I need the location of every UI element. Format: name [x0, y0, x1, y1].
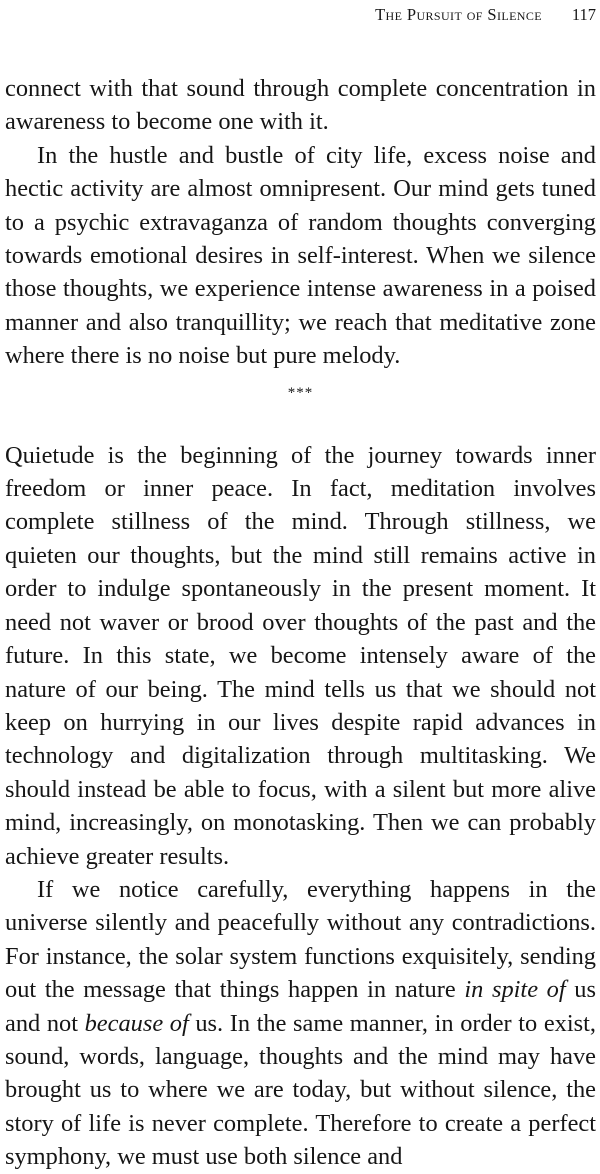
body-text	[5, 72, 596, 1174]
italic-phrase: because of	[84, 1009, 189, 1037]
text-run: If we notice carefully, everything happens in the universe silently and peacefully without any contradictions. For instance, the solar system functions exquisitely, sending out the message that things happen in nature	[5, 875, 596, 1004]
page-number: 117	[571, 5, 596, 24]
section-separator: ***	[287, 384, 314, 401]
paragraph-continuation: connect with that sound through complete concentration in awareness to become one with it.	[5, 75, 596, 136]
paragraph-quietude: Quietude is the beginning of the journey towards inner freedom or inner peace. In fact, meditation involves complete stillness of the mind. Through stillness, we quieten our thoughts, but the mind still remains active in order to indulge spontaneously in the present moment. It need not waver or brood over thoughts of the past and the future. In this state, we become intensely aware of the nature of our being. The mind tells us that we should not keep on hurrying in our lives despite rapid advances in technology and digitalization through multitasking. We should instead be able to focus, with a silent but more alive mind, increasingly, on monotasking. Then we can probably achieve greater results.	[5, 441, 596, 870]
running-title: The Pursuit of Silence	[375, 5, 542, 24]
text-run: us. In the same manner, in order to exist, sound, words, language, thoughts and the mind may have brought us to where we are today, but without silence, the story of life is never complete. Therefore to create a perfect symphony, we must use both silence and	[5, 1009, 596, 1171]
paragraph-universe	[5, 873, 596, 1174]
running-head	[0, 4, 600, 26]
paragraph-city-life: In the hustle and bustle of city life, excess noise and hectic activity are almost omnipresent. Our mind gets tuned to a psychic extravaganza of random thoughts converging towards emotional desires in self-interest. When we silence those thoughts, we experience intense awareness in a poised manner and also tranquillity; we reach that meditative zone where there is no noise but pure melody.	[5, 141, 596, 370]
italic-phrase: in spite of	[464, 976, 566, 1004]
text-run: us and not	[5, 976, 596, 1037]
